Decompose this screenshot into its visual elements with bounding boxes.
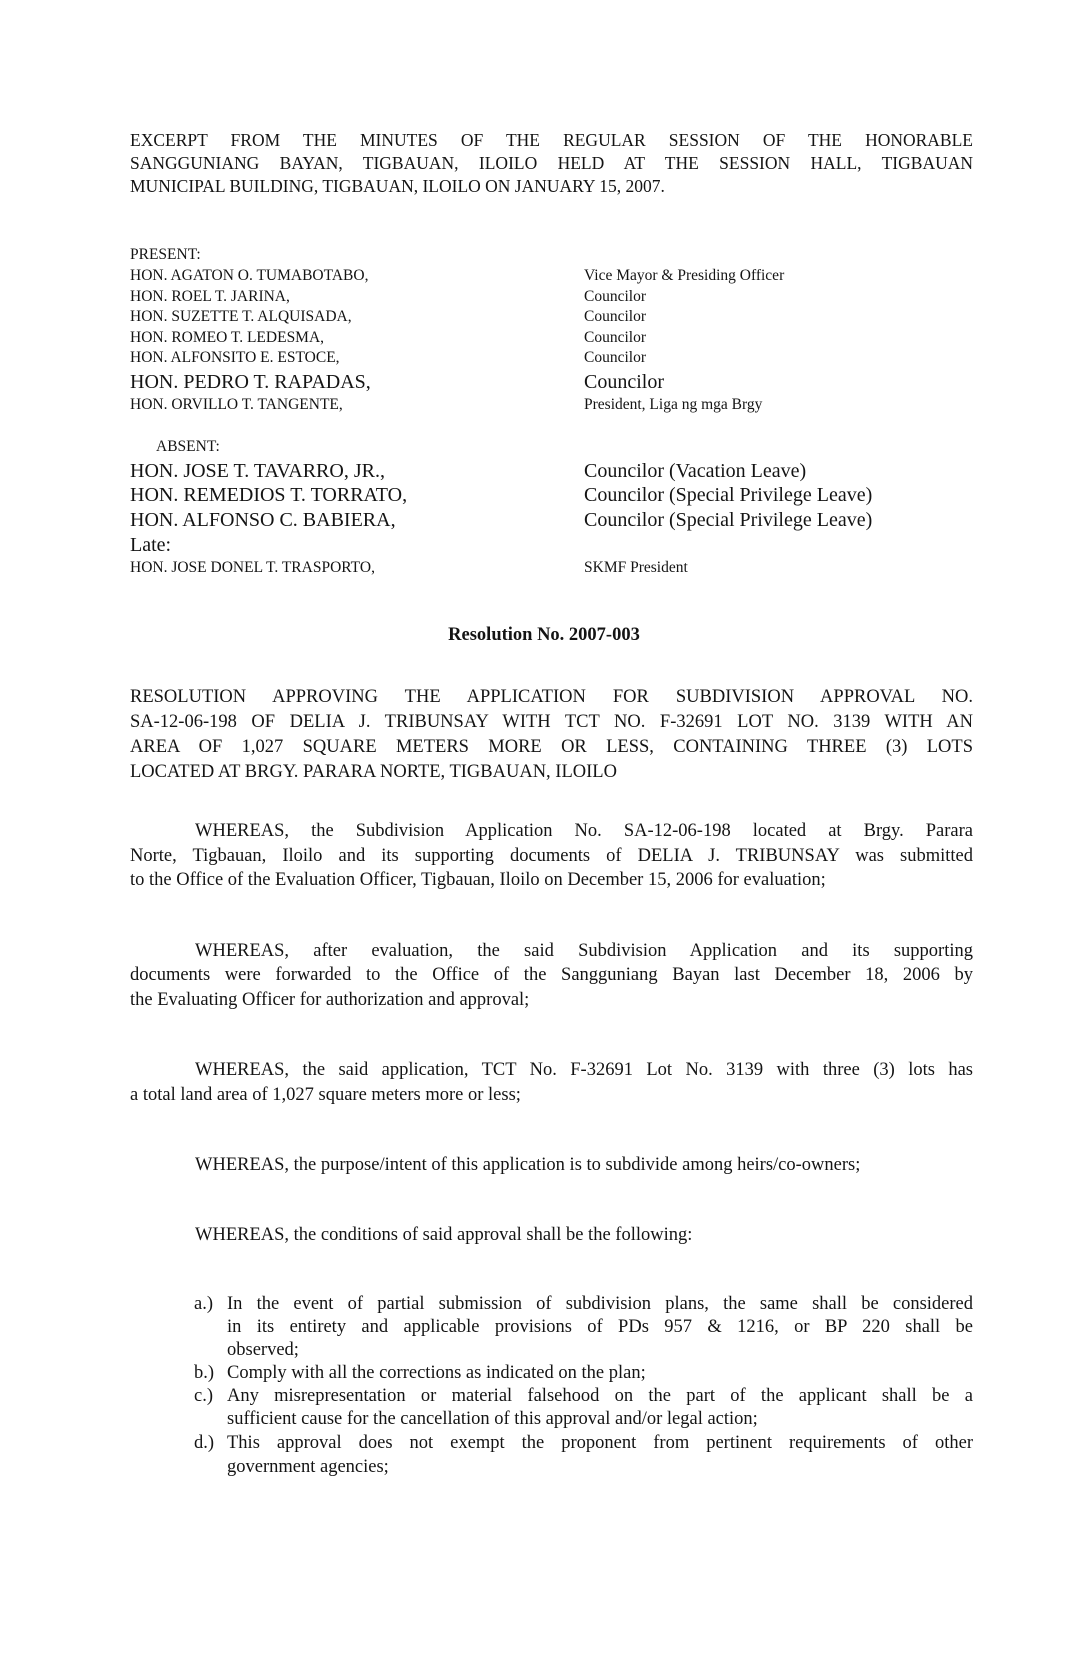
resolution-title-line: AREA OF 1,027 SQUARE METERS MORE OR LESS, CONTAINING THREE (3) LOTS xyxy=(130,737,973,757)
whereas-line: WHEREAS, the conditions of said approval shall be the following: xyxy=(195,1225,693,1245)
present-member-name: HON. ROEL T. JARINA, xyxy=(130,288,290,305)
resolution-title-line: RESOLUTION APPROVING THE APPLICATION FOR SUBDIVISION APPROVAL NO. xyxy=(130,687,973,707)
late-member-name: HON. JOSE DONEL T. TRASPORTO, xyxy=(130,559,375,576)
present-member-role: Councilor xyxy=(584,349,646,366)
absent-member-role: Councilor (Vacation Leave) xyxy=(584,460,807,482)
header-line: MUNICIPAL BUILDING, TIGBAUAN, ILOILO ON JANUARY 15, 2007. xyxy=(130,176,665,196)
whereas-line: WHEREAS, the Subdivision Application No. SA-12-06-198 located at Brgy. Parara xyxy=(195,821,973,841)
present-member-name: HON. PEDRO T. RAPADAS, xyxy=(130,371,371,393)
condition-label: d.) xyxy=(194,1433,215,1453)
condition-label: b.) xyxy=(194,1363,215,1383)
absent-member-name: HON. REMEDIOS T. TORRATO, xyxy=(130,484,408,506)
present-label: PRESENT: xyxy=(130,246,201,263)
whereas-line: documents were forwarded to the Office of the Sangguniang Bayan last December 18, 2006 by xyxy=(130,965,973,985)
condition-line: This approval does not exempt the proponent from pertinent requirements of other xyxy=(227,1433,973,1453)
header-line: EXCERPT FROM THE MINUTES OF THE REGULAR SESSION OF THE HONORABLE xyxy=(130,130,973,150)
whereas-line: to the Office of the Evaluation Officer, Tigbauan, Iloilo on December 15, 2006 for evaluation; xyxy=(130,870,826,890)
resolution-title-line: LOCATED AT BRGY. PARARA NORTE, TIGBAUAN, ILOILO xyxy=(130,762,617,782)
whereas-line: the Evaluating Officer for authorization and approval; xyxy=(130,990,530,1010)
absent-label: ABSENT: xyxy=(156,438,220,455)
present-member-name: HON. AGATON O. TUMABOTABO, xyxy=(130,267,369,284)
absent-member-role: Councilor (Special Privilege Leave) xyxy=(584,484,873,506)
whereas-line: WHEREAS, the said application, TCT No. F-32691 Lot No. 3139 with three (3) lots has xyxy=(195,1060,973,1080)
condition-line: sufficient cause for the cancellation of this approval and/or legal action; xyxy=(227,1409,758,1429)
present-member-name: HON. ALFONSITO E. ESTOCE, xyxy=(130,349,340,366)
present-member-role: Councilor xyxy=(584,329,646,346)
whereas-line: Norte, Tigbauan, Iloilo and its supporting documents of DELIA J. TRIBUNSAY was submitted xyxy=(130,846,973,866)
present-member-role: President, Liga ng mga Brgy xyxy=(584,396,763,413)
present-member-name: HON. ORVILLO T. TANGENTE, xyxy=(130,396,343,413)
present-member-role: Councilor xyxy=(584,288,646,305)
resolution-title-line: SA-12-06-198 OF DELIA J. TRIBUNSAY WITH TCT NO. F-32691 LOT NO. 3139 WITH AN xyxy=(130,712,973,732)
condition-line: Any misrepresentation or material falsehood on the part of the applicant shall be a xyxy=(227,1386,973,1406)
condition-line: in its entirety and applicable provisions of PDs 957 & 1216, or BP 220 shall be xyxy=(227,1317,973,1337)
present-member-role: Councilor xyxy=(584,308,646,325)
late-label: Late: xyxy=(130,534,172,556)
condition-line: In the event of partial submission of subdivision plans, the same shall be considered xyxy=(227,1294,973,1314)
absent-member-name: HON. JOSE T. TAVARRO, JR., xyxy=(130,460,385,482)
absent-member-role: Councilor (Special Privilege Leave) xyxy=(584,509,873,531)
present-member-role: Councilor xyxy=(584,371,664,393)
whereas-line: WHEREAS, after evaluation, the said Subdivision Application and its supporting xyxy=(195,941,973,961)
resolution-number: Resolution No. 2007-003 xyxy=(448,625,640,645)
whereas-line: WHEREAS, the purpose/intent of this application is to subdivide among heirs/co-owners; xyxy=(195,1155,861,1175)
condition-label: a.) xyxy=(194,1294,213,1314)
late-member-role: SKMF President xyxy=(584,559,688,576)
present-member-name: HON. SUZETTE T. ALQUISADA, xyxy=(130,308,352,325)
whereas-line: a total land area of 1,027 square meters more or less; xyxy=(130,1085,521,1105)
header-line: SANGGUNIANG BAYAN, TIGBAUAN, ILOILO HELD AT THE SESSION HALL, TIGBAUAN xyxy=(130,153,973,173)
condition-label: c.) xyxy=(194,1386,213,1406)
present-member-name: HON. ROMEO T. LEDESMA, xyxy=(130,329,325,346)
present-member-role: Vice Mayor & Presiding Officer xyxy=(584,267,785,284)
absent-member-name: HON. ALFONSO C. BABIERA, xyxy=(130,509,396,531)
condition-line: Comply with all the corrections as indicated on the plan; xyxy=(227,1363,646,1383)
condition-line: government agencies; xyxy=(227,1457,389,1477)
condition-line: observed; xyxy=(227,1340,299,1360)
